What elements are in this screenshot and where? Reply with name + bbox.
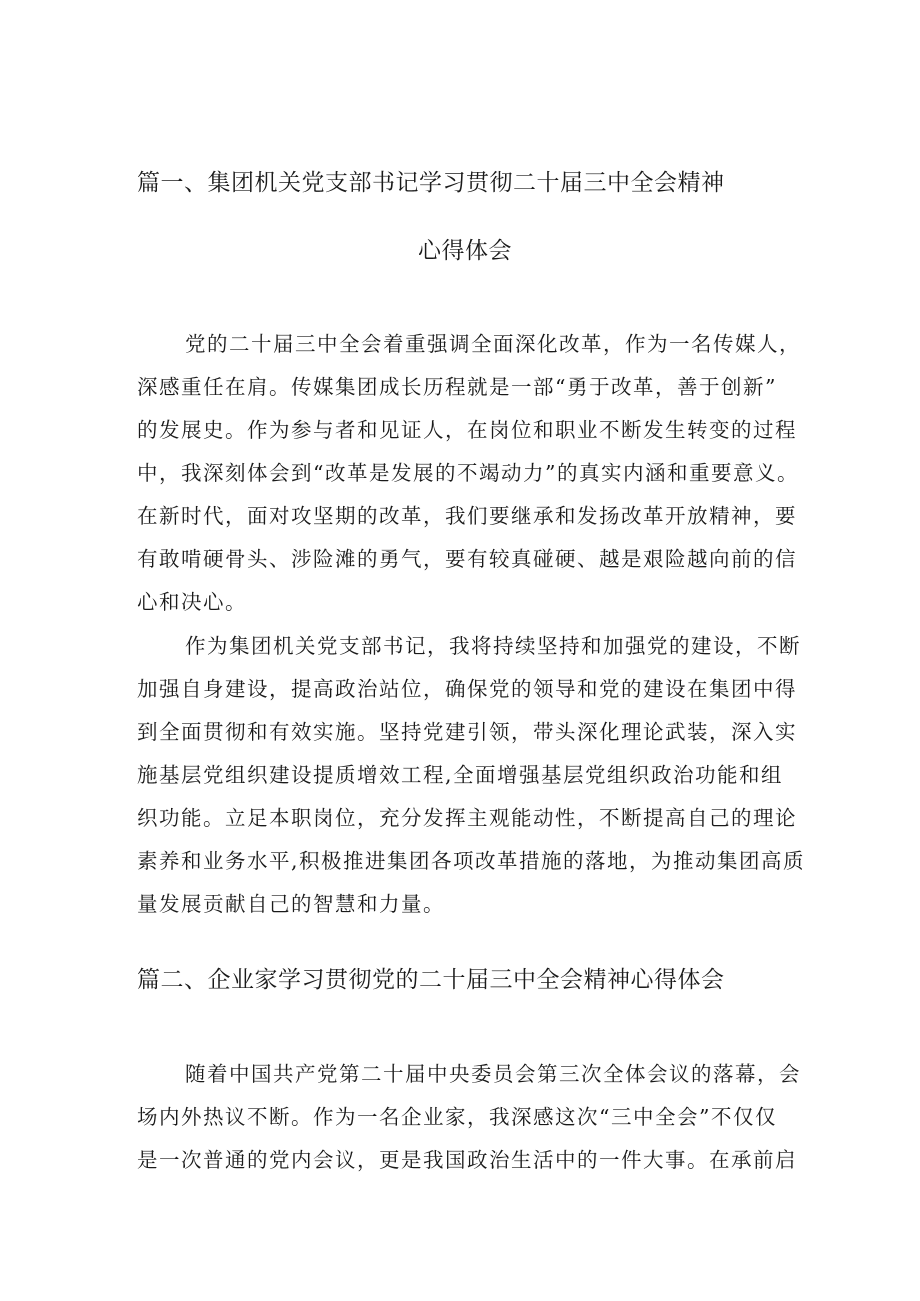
article1-title-line1: 篇一、集团机关党支部书记学习贯彻二十届三中全会精神 [137,170,725,196]
text-line: 加强自身建设，提高政治站位，确保党的领导和党的建设在集团中得 [137,677,797,701]
text-line: 施基层党组织建设提质增效工程,全面增强基层党组织政治功能和组 [137,763,784,787]
article1-paragraph-1 [137,323,801,624]
text-line: 织功能。立足本职岗位，充分发挥主观能动性，不断提高自己的理论 [137,806,797,830]
article2-title: 篇二、企业家学习贯彻党的二十届三中全会精神心得体会 [137,967,725,993]
article1-paragraph-2 [137,625,806,926]
text-line: 在新时代，面对攻坚期的改革，我们要继承和发扬改革开放精神，要 [137,504,797,528]
text-line: 有敢啃硬骨头、涉险滩的勇气，要有较真碰硬、越是艰险越向前的信 [137,547,797,571]
text-line: 的发展史。作为参与者和见证人，在岗位和职业不断发生转变的过程 [137,418,797,442]
text-line: 作为集团机关党支部书记，我将持续坚持和加强党的建设，不断 [185,634,801,658]
text-line: 随着中国共产党第二十届中央委员会第三次全体会议的落幕，会 [185,1062,801,1086]
text-line: 中，我深刻体会到“改革是发展的不竭动力”的真实内涵和重要意义。 [137,461,799,485]
text-line: 党的二十届三中全会着重强调全面深化改革，作为一名传媒人， [185,332,801,356]
text-line: 是一次普通的党内会议，更是我国政治生活中的一件大事。在承前启 [137,1148,797,1172]
text-line: 深感重任在肩。传媒集团成长历程就是一部“勇于改革，善于创新” [137,375,777,399]
text-line: 量发展贡献自己的智慧和力量。 [137,892,445,916]
text-line: 场内外热议不断。作为一名企业家，我深感这次“三中全会”不仅仅 [137,1105,777,1129]
article2-paragraph-1 [137,1053,801,1182]
text-line: 心和决心。 [137,590,247,614]
text-line: 到全面贯彻和有效实施。坚持党建引领，带头深化理论武装，深入实 [137,720,797,744]
text-line: 素养和业务水平,积极推进集团各项改革措施的落地，为推动集团高质 [137,849,806,873]
article1-title-line2: 心得体会 [418,238,512,264]
